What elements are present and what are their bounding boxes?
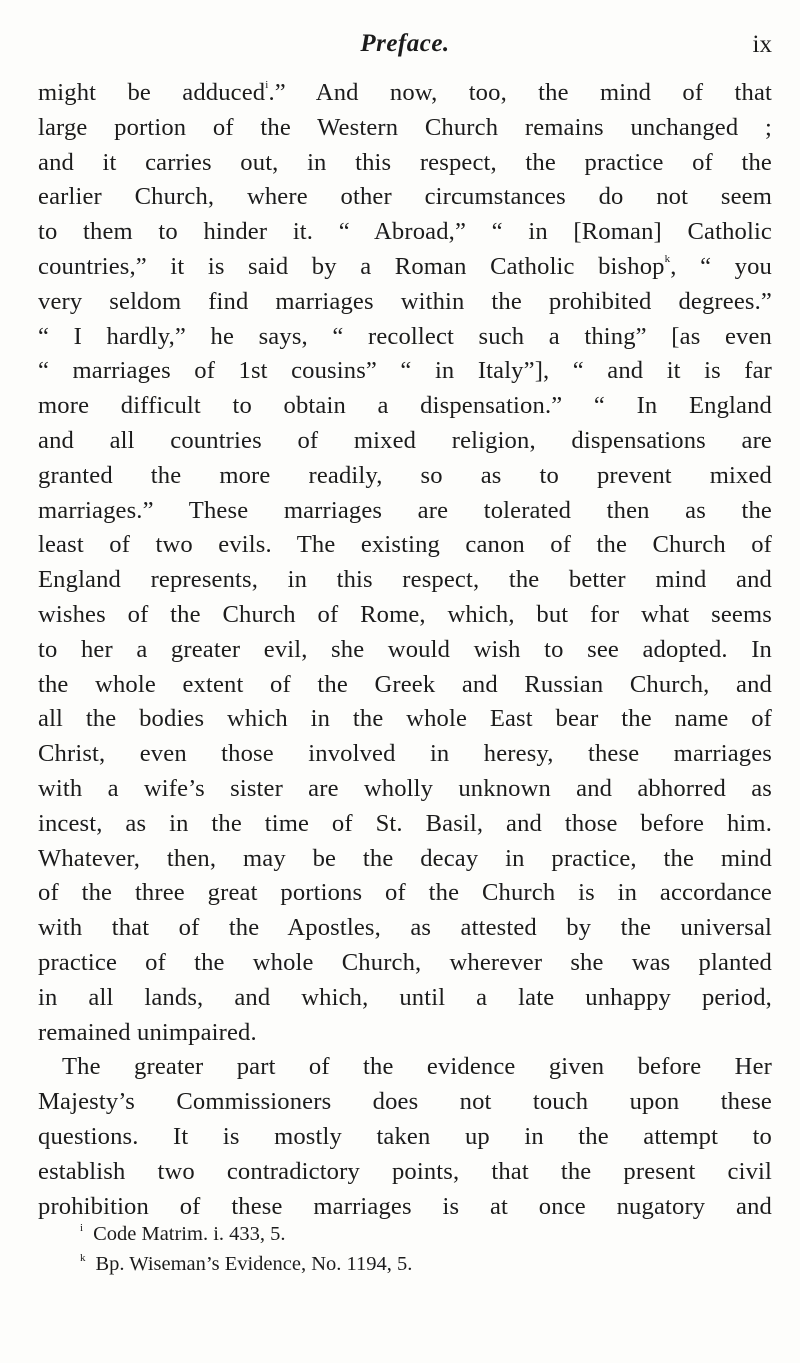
text-line: to them to hinder it. “ Abroad,” “ in [Roman] Catholic bbox=[38, 218, 772, 246]
text-line: “ I hardly,” he says, “ recollect such a thing” [as even bbox=[38, 322, 772, 350]
footnote-mark: k bbox=[80, 1252, 86, 1264]
text-line: marriages.” These marriages are tolerated then as the bbox=[38, 496, 772, 524]
footnote-mark: i bbox=[80, 1222, 84, 1234]
text-line: and all countries of mixed religion, dispensations are bbox=[38, 426, 772, 454]
footnote-ref-k: k bbox=[664, 252, 671, 265]
text-line: and it carries out, in this respect, the practice of the bbox=[38, 148, 772, 176]
footnote-text: Bp. Wiseman’s Evidence, No. 1194, 5. bbox=[95, 1253, 413, 1275]
running-title: Preface. bbox=[360, 30, 450, 57]
footnote-i bbox=[80, 1219, 772, 1249]
text-line: of the three great portions of the Church is in accordance bbox=[38, 879, 772, 907]
text-line: England represents, in this respect, the better mind and bbox=[38, 566, 772, 594]
page-number: ix bbox=[752, 31, 772, 58]
body-text bbox=[38, 76, 772, 1224]
text-line: countries,” it is said by a Roman Catholic bishop$^k$, “ you bbox=[38, 252, 772, 280]
text-line: incest, as in the time of St. Basil, and those before him. bbox=[38, 809, 772, 837]
text-line: Christ, even those involved in heresy, these marriages bbox=[38, 740, 772, 768]
paragraph-start-line: The greater part of the evidence given before Her bbox=[62, 1053, 772, 1081]
text-line: Whatever, then, may be the decay in practice, the mind bbox=[38, 844, 772, 872]
paragraph-end-line: remained unimpaired. bbox=[38, 1018, 257, 1046]
footnote-k bbox=[80, 1249, 772, 1279]
running-head bbox=[38, 30, 772, 70]
text-line: with that of the Apostles, as attested by the universal bbox=[38, 914, 772, 942]
text-line: practice of the whole Church, wherever she was planted bbox=[38, 948, 772, 976]
text-line: prohibition of these marriages is at once nugatory and bbox=[38, 1192, 772, 1220]
text-line: in all lands, and which, until a late unhappy period, bbox=[38, 983, 772, 1011]
text-line: establish two contradictory points, that the present civil bbox=[38, 1157, 772, 1185]
text-line: the whole extent of the Greek and Russian Church, and bbox=[38, 670, 772, 698]
text-line: granted the more readily, so as to prevent mixed bbox=[38, 461, 772, 489]
text-line: all the bodies which in the whole East bear the name of bbox=[38, 705, 772, 733]
text-line: wishes of the Church of Rome, which, but for what seems bbox=[38, 600, 772, 628]
text-line: questions. It is mostly taken up in the attempt to bbox=[38, 1122, 772, 1150]
text-line: earlier Church, where other circumstances do not seem bbox=[38, 183, 772, 211]
text-line: with a wife’s sister are wholly unknown and abhorred as bbox=[38, 774, 772, 802]
text-line: might be adduced$^i$.” And now, too, the mind of that bbox=[38, 79, 773, 106]
footnote-text: Code Matrim. i. 433, 5. bbox=[93, 1223, 286, 1245]
text-line: to her a greater evil, she would wish to see adopted. In bbox=[38, 635, 772, 663]
footnote-ref-i: i bbox=[265, 79, 269, 91]
text-line: Majesty’s Commissioners does not touch upon these bbox=[38, 1088, 772, 1116]
text-line: very seldom find marriages within the prohibited degrees.” bbox=[38, 287, 772, 315]
text-line: least of two evils. The existing canon of the Church of bbox=[38, 531, 772, 559]
footnotes bbox=[80, 1219, 772, 1279]
text-line: more difficult to obtain a dispensation.” “ In England bbox=[38, 392, 772, 420]
text-line: large portion of the Western Church remains unchanged ; bbox=[38, 113, 772, 141]
text-line: “ marriages of 1st cousins” “ in Italy”], “ and it is far bbox=[38, 357, 772, 385]
